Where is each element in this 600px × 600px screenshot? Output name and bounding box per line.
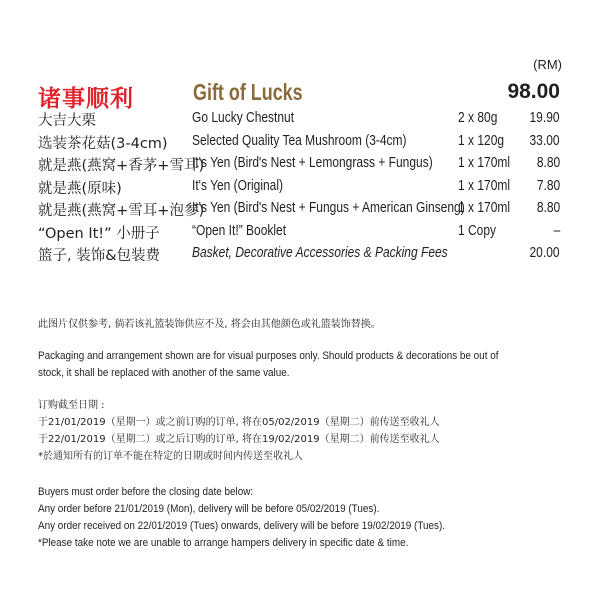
deadline-en-line-1: Any order before 21/01/2019 (Mon), delivery will be before 05/02/2019 (Tues). [38, 503, 380, 515]
item-name-en: Selected Quality Tea Mushroom (3-4cm) [192, 131, 407, 149]
list-item [38, 199, 560, 222]
item-name-cn: “Open It!” 小册子 [38, 225, 160, 242]
total-price: 98.00 [507, 80, 560, 103]
item-amount: 33.00 [529, 131, 560, 149]
deadline-cn-title: 订购截至日期 : [38, 400, 105, 411]
item-amount: 20.00 [529, 244, 560, 261]
deadline-cn-line-1: 于21/01/2019（星期一）或之前订购的订单, 将在05/02/2019（星期二）前传送至收礼人 [38, 417, 440, 428]
item-name-cn: 篮子, 装饰&包装费 [38, 248, 161, 264]
item-quantity: 2 x 80g [458, 109, 498, 126]
item-quantity: 1 x 120g [458, 131, 505, 149]
item-amount: – [553, 221, 560, 239]
list-item [38, 244, 560, 267]
item-name-en: It's Yen (Bird's Nest + Lemongrass + Fungus) [192, 154, 433, 171]
item-quantity: 1 x 170ml [458, 199, 511, 216]
list-item [38, 177, 560, 200]
disclaimer-en-line-1: Packaging and arrangement shown are for visual purposes only. Should products & decorations be out of [38, 350, 499, 362]
list-item [38, 132, 560, 155]
item-name-en: It's Yen (Original) [192, 176, 284, 194]
item-quantity: 1 x 170ml [458, 176, 511, 194]
item-name-en: Basket, Decorative Accessories & Packing Fees [192, 244, 448, 261]
deadline-cn-line-3: *於通知所有的订单不能在特定的日期或时间内传送至收礼人 [38, 451, 303, 462]
item-quantity: 1 Copy [458, 221, 497, 239]
item-amount: 8.80 [536, 154, 560, 171]
item-name-cn: 就是燕(燕窝+香茅+雪耳) [38, 158, 205, 174]
disclaimer-en-line-2: stock, it shall be replaced with another of the same value. [38, 367, 290, 379]
item-name-cn: 就是燕(燕窝+雪耳+泡参) [38, 203, 205, 219]
product-title-cn: 诸事顺利 [38, 86, 134, 112]
item-list [38, 109, 560, 267]
item-name-cn: 大吉大栗 [38, 113, 96, 129]
product-title-en: Gift of Lucks [193, 79, 303, 105]
product-header [38, 78, 560, 112]
notes-section [38, 316, 568, 552]
deadline-en-line-2: Any order received on 22/01/2019 (Tues) onwards, delivery will be before 19/02/2019 (Tues). [38, 520, 446, 532]
item-name-cn: 就是燕(原味) [38, 180, 122, 197]
item-name-en: It's Yen (Bird's Nest + Fungus + American Ginseng) [192, 199, 465, 216]
item-amount: 8.80 [536, 199, 560, 216]
disclaimer-cn: 此图片仅供参考, 倘若该礼篮装饰供应不及, 将会由其他颜色或礼篮装饰替换。 [38, 319, 381, 330]
currency-label: (RM) [533, 57, 562, 72]
list-item [38, 222, 560, 245]
item-quantity: 1 x 170ml [458, 154, 511, 171]
deadline-en-line-3: *Please take note we are unable to arrange hampers delivery in specific date & time. [38, 537, 409, 549]
item-name-en: “Open It!” Booklet [192, 221, 287, 239]
item-name-cn: 选装茶花菇(3-4cm) [38, 135, 168, 152]
item-amount: 19.90 [529, 109, 560, 126]
item-amount: 7.80 [536, 176, 560, 194]
item-name-en: Go Lucky Chestnut [192, 109, 295, 126]
list-item [38, 154, 560, 177]
list-item [38, 109, 560, 132]
deadline-cn-line-2: 于22/01/2019（星期二）或之后订购的订单, 将在19/02/2019（星期二）前传送至收礼人 [38, 434, 440, 445]
deadline-en-title: Buyers must order before the closing date below: [38, 486, 254, 498]
